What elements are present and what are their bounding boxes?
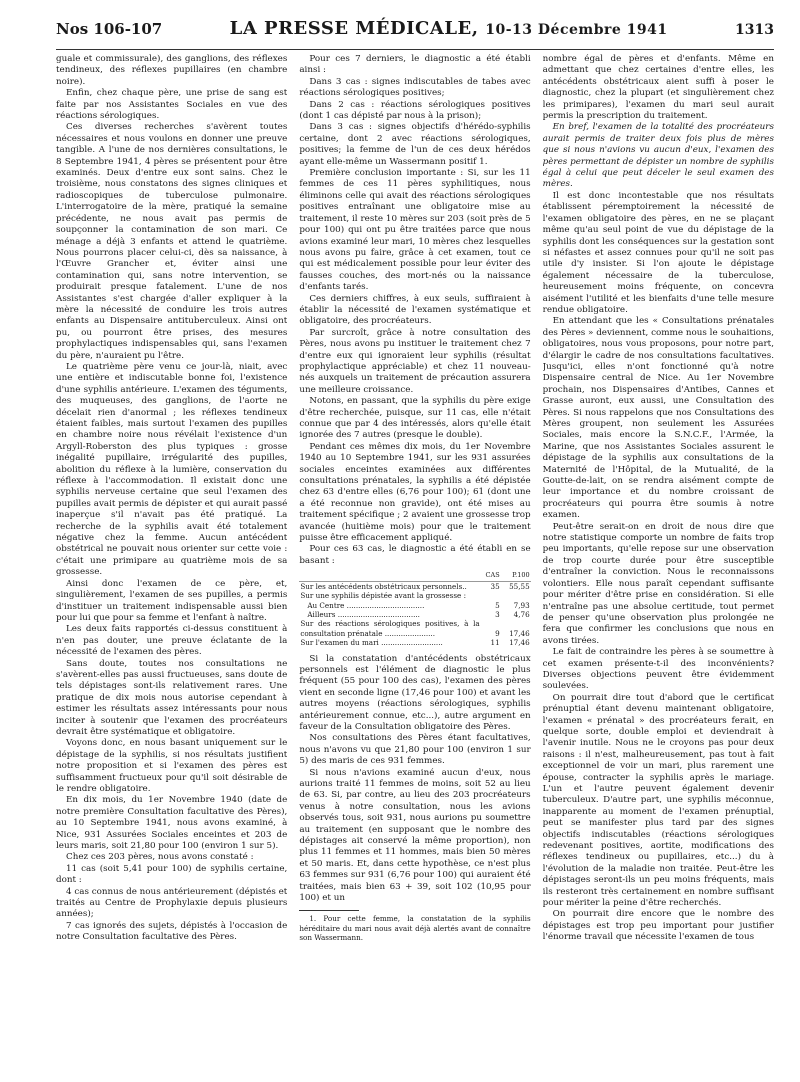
column-2 — [299, 54, 530, 1064]
paragraph: Peut-être serait-on en droit de nous dire que notre statistique comporte un nombre de faits trop peu importants, qu'elle repose sur une observation de trop courte durée pour être susceptible d'entraîner la conviction. Nous le reconnaissons volontiers. Elle nous paraît cependant suffisante pour mériter d'être prise en considération. Si elle n'entraîne pas une absolue certitude, tout permet de penser qu'une observation plus prolongée ne fera que confirmer les conclusions que nous en avons tirées. — [542, 521, 774, 646]
paragraph: Sans doute, toutes nos consultations ne s'avèrent-elles pas aussi fructueuses, sans doute de tels dépistages sont-ils relativement rares. Une pratique de dix mois nous autorise cependant à estimer les résultats assez intéressants pour nous inciter à soutenir que l'examen des procréateurs devrait être systématique et obligatoire. — [56, 658, 288, 737]
table-cell-pct — [501, 591, 531, 600]
diagnosis-table — [299, 571, 530, 647]
paragraph: On pourrait dire encore que le nombre des dépistages est trop peu important pour justifier l'énorme travail que nécessite l'examen de tous — [542, 909, 774, 943]
table-cell-pct: 4,76 — [513, 609, 530, 619]
table-cell-pct: 55,55 — [509, 581, 530, 591]
table-cell-label: Sur des réactions sérologiques positives, à la consultation prénatale ...................... — [300, 619, 480, 638]
page-number: 1313 — [735, 22, 774, 38]
footnote: 1. Pour cette femme, la constatation de la syphilis héréditaire du mari nous avait déjà alertés avant de connaître son Wassermann. — [299, 914, 531, 942]
paragraph: Ces diverses recherches s'avèrent toutes nécessaires et nous voulons en donner une preuve tangible. A l'une de nos dernières consultations, le 8 Septembre 1941, 4 pères se présentent pour être examinés. Deux d'entre eux sont sains. Chez le troisième, nous constatons des signes cliniques et radioscopiques de tuberculose pulmonaire. L'interrogatoire de la mère, pratiqué la semaine précédente, ne nous avait pas permis de soupçonner la contamination de son mari. Ce ménage a déjà 3 enfants et attend le quatrième. Nous pourrons placer celui-ci, dès sa naissance, à l'Œuvre Grancher et, éviter ainsi une contamination qui, sans notre intervention, se produirait presque fatalement. L'une de nos Assistantes s'est chargée d'aller expliquer à la mère la nécessité de conduire les trois autres enfants au Dispensaire antituberculeux. Ainsi ont pu, ou pourront être prises, des mesures prophylactiques indispensables qui, sans l'examen du père, n'auraient pu l'être. — [56, 122, 288, 361]
paragraph: Il est donc incontestable que nos résultats établissent péremptoirement la nécessité de l'examen obligatoire des pères, en ne se plaçant même qu'au seul point de vue du dépistage de la syphilis dont les conséquences sur la gestation sont si néfastes et assez connues pour qu'il ne soit pas utile d'y insister. Si l'on ajoute le dépistage également nécessaire de la tuberculose, heureusement moins fréquente, on concevra aisément l'utilité et les bienfaits d'une telle mesure rendue obligatoire. — [542, 190, 774, 315]
issue-numbers: Nos 106-107 — [56, 20, 163, 38]
paragraph: 7 cas ignorés des sujets, dépistés à l'occasion de notre Consultation facultative des Pères. — [56, 920, 288, 943]
table-cell-cas: 9 — [495, 628, 500, 638]
paragraph: guale et commissurale), des ganglions, des réflexes tendineux, des réflexes pupillaires (en chambre noire). — [56, 54, 288, 87]
table-row — [299, 619, 530, 638]
table-cell-label: Sur les antécédents obstétricaux personnels.. — [300, 581, 467, 591]
paragraph: Notons, en passant, que la syphilis du père exige d'être recherchée, puisque, sur 11 cas, elle n'était connue que par 4 des intéressés, alors qu'elle était ignorée des 7 autres (presque le double). — [299, 396, 531, 441]
table-cell-pct: 17,46 — [509, 628, 530, 638]
paragraph: nombre égal de pères et d'enfants. Même en admettant que chez certaines d'entre elles, les antécédents obstétricaux aient suffi à poser le diagnostic, chez la plupart (et singulièrement chez les primipares), l'examen du mari seul aurait permis la prescription du traitement. — [542, 54, 774, 122]
table-cell-cas: 11 — [490, 638, 500, 648]
paragraph: Si la constatation d'antécédents obstétricaux personnels est l'élément de diagnostic le plus fréquent (55 pour 100 des cas), l'examen des pères vient en seconde ligne (17,46 pour 100) et avant les autres moyens (réactions sérologiques, syphilis antérieurement connue, etc...), autre argument en faveur de la Consultation obligatoire des Pères. — [299, 653, 531, 732]
paragraph: 4 cas connus de nous antérieurement (dépistés et traités au Centre de Prophylaxie depuis plusieurs années); — [56, 886, 288, 920]
table-row — [299, 638, 530, 647]
paragraph: En dix mois, du 1er Novembre 1940 (date de notre première Consultation facultative des Pères), au 10 Septembre 1941, nous avons examiné, à Nice, 931 Assurées Sociales enceintes et 203 de leurs maris, soit 21,80 pour 100 (environ 1 sur 5). — [56, 795, 288, 852]
article-columns — [56, 54, 774, 1064]
journal-title-line — [230, 18, 668, 39]
table-header-blank — [299, 571, 480, 581]
table-cell-label: Sur l'examen du mari ........................... — [300, 638, 443, 648]
table-header-pct: P.100 — [501, 571, 531, 581]
paragraph: Pour ces 63 cas, le diagnostic a été établi en se basant : — [299, 544, 531, 566]
table-cell-pct: 7,93 — [513, 600, 530, 610]
table-header-cas: CAS — [481, 571, 501, 581]
paragraph: Pendant ces mêmes dix mois, du 1er Novembre 1940 au 10 Septembre 1941, sur les 931 assurées sociales enceintes examinées aux différentes consultations prénatales, la syphilis a été dépistée chez 63 d'entre elles (6,76 pour 100); 61 (dont une a été reconnue non gravide), ont été mises au traitement spécifique ; 2 avaient une grossesse trop avancée (huitième mois) pour que le traitement puisse être efficacement appliqué. — [299, 441, 531, 544]
table-cell-cas — [481, 591, 501, 600]
paragraph: Si nous n'avions examiné aucun d'eux, nous aurions traité 11 femmes de moins, soit 52 au lieu de 63. Si, par contre, au lieu des 203 procréateurs venus à notre consultation, nous les avions observés tous, soit 931, nous aurions pu soumettre au traitement (en supposant que le nombre des dépistages ait conservé la même proportion), non plus 11 femmes et 11 hommes, mais bien 50 mères et 50 maris. Et, dans cette hypothèse, ce n'est plus 63 femmes sur 931 (6,76 pour 100) qui auraient été traitées, mais bien 63 + 39, soit 102 (10,95 pour 100) et un — [299, 767, 531, 904]
table-cell-label: Au Centre .................................. — [307, 600, 425, 610]
issue-date: 10-13 Décembre 1941 — [485, 22, 668, 38]
paragraph: Première conclusion importante : Si, sur les 11 femmes de ces 11 pères syphilitiques, nous éliminons celle qui avait des réactions sérologiques positives entraînant une obligatoire mise au traitement, il reste 10 mères sur 203 (soit près de 5 pour 100) qui ont pu être traitées parce que nous avions examiné leur mari, 10 mères chez lesquelles nous avons pu faire, grâce à cet examen, tout ce qui est médicalement possible pour leur éviter des fausses couches, des mort-nés ou la naissance d'enfants tarés. — [299, 168, 531, 293]
paragraph: Enfin, chez chaque père, une prise de sang est faite par nos Assistantes Sociales en vue des réactions sérologiques. — [56, 88, 288, 122]
paragraph: Voyons donc, en nous basant uniquement sur le dépistage de la syphilis, si nos résultats justifient notre proposition et si l'examen des pères est suffisamment fructueux pour qu'il soit désirable de le rendre obligatoire. — [56, 738, 288, 794]
paragraph: En attendant que les « Consultations prénatales des Pères » deviennent, comme nous le souhaitions, obligatoires, nous vous proposons, pour notre part, d'élargir le cadre de nos consultations facultatives. Jusqu'ici, elles n'ont fonctionné qu'à notre Dispensaire central de Nice. Au 1er Novembre prochain, nos Dispensaires d'Antibes, Cannes et Grasse auront, eux aussi, une Consultation des Pères. Si nous rappelons que nos Consultations des Mères groupent, non seulement les Assurées Sociales, mais encore la S.N.C.F., l'Armée, la Marine, que nos Assistantes Sociales assurent le dépistage de la syphilis aux consultations de la Maternité de l'Hôpital, de la Mutualité, de la Goutte-de-lait, on se rendra aisément compte de leur importance et du nombre croissant de procréateurs qui pourra être soumis à notre examen. — [542, 316, 774, 521]
paragraph: Dans 2 cas : réactions sérologiques positives (dont 1 cas dépisté par nous à la prison); — [299, 99, 531, 122]
column-3 — [543, 54, 774, 1064]
footnote-rule — [299, 910, 359, 911]
table-cell-label: Ailleurs .................................... — [307, 609, 420, 619]
table-cell-cas: 5 — [495, 600, 500, 610]
table-cell-cas: 35 — [490, 581, 500, 591]
paragraph: On pourrait dire tout d'abord que le certificat prénuptial étant devenu maintenant obligatoire, l'examen « prénatal » des procréateurs ferait, en quelque sorte, double emploi et deviendrait à l'avenir inutile. Nous ne le croyons pas pour deux raisons : il n'est, malheureusement, pas tout à fait exceptionnel de voir un mari, plus rarement une épouse, contracter la syphilis après le mariage. L'un et l'autre peuvent également devenir tuberculeux. D'autre part, une syphilis méconnue, inapparente au moment de l'examen prénuptial, peut se manifester plus tard par des signes objectifs indiscutables (réactions sérologiques redevenant positives, aortite, modifications des réflexes tendineux ou pupillaires, etc...) du à l'évolution de la maladie non traitée. Peut-être les dépistages seront-ils un peu moins fréquents, mais ils resteront très certainement en nombre suffisant pour mériter la peine d'être recherchés. — [542, 692, 774, 909]
table-row — [299, 610, 530, 619]
paragraph: Le fait de contraindre les pères à se soumettre à cet examen présente-t-il des inconvénients? Diverses objections peuvent être évidemment soulevées. — [542, 647, 774, 692]
table-header-row — [299, 571, 530, 581]
table-row — [299, 591, 530, 600]
paragraph: Dans 3 cas : signes indiscutables de tabes avec réactions sérologiques positives; — [299, 76, 531, 99]
paragraph: Pour ces 7 derniers, le diagnostic a été établi ainsi : — [299, 54, 531, 76]
paragraph: En bref, l'examen de la totalité des procréateurs aurait permis de traiter deux fois plus de mères que si nous n'avions vu aucun d'eux, l'examen des pères permettant de dépister un nombre de syphilis égal à celui que peut déceler le seul examen des mères. — [542, 122, 774, 190]
paragraph: Ainsi donc l'examen de ce père, et, singulièrement, l'examen de ses pupilles, a permis d'instituer un traitement indispensable aussi bien pour lui que pour sa femme et l'enfant à naître. — [56, 578, 288, 623]
table-cell-label: Sur une syphilis dépistée avant la grossesse : — [300, 591, 467, 601]
table-cell-cas: 3 — [495, 609, 500, 619]
table-row — [299, 601, 530, 610]
table-row — [299, 581, 530, 591]
table-cell-pct: 17,46 — [509, 638, 530, 648]
journal-title: LA PRESSE MÉDICALE, — [229, 18, 479, 39]
paragraph: Les deux faits rapportés ci-dessus constituent à n'en pas douter, une preuve éclatante de la nécessité de l'examen des pères. — [56, 624, 288, 658]
paragraph: Par surcroît, grâce à notre consultation des Pères, nous avons pu instituer le traitement chez 7 d'entre eux qui ignoraient leur syphilis (résultat prophylactique appréciable) et chez 11 nouveau-nés auxquels un traitement de précaution assurera une meilleure croissance. — [299, 327, 531, 395]
paragraph: Dans 3 cas : signes objectifs d'hérédo-syphilis certaine, dont 2 avec réactions sérologiques, positives; la femme de l'un de ces deux hérédos ayant elle-même un Wassermann positif 1. — [299, 122, 531, 167]
paragraph: Ces derniers chiffres, à eux seuls, suffiraient à établir la nécessité de l'examen systématique et obligatoire, des procréateurs. — [299, 293, 531, 327]
paragraph: Le quatrième père venu ce jour-là, niait, avec une entière et indiscutable bonne foi, l'existence d'une syphilis antérieure. L'examen des téguments, des muqueuses, des ganglions, de l'aorte ne décelait rien d'anormal ; les réflexes tendineux étaient faibles, mais surtout l'examen des pupilles en chambre noire nous révélait l'existence d'un Argyll-Roberston des plus typiques : grosse inégalité pupillaire, irrégularité des pupilles, abolition du réflexe à la lumière, conservation du réflexe à l'accommodation. Il existait donc une syphilis nerveuse certaine que seul l'examen des pupilles avait permis de dépister et qui aurait passé inaperçue s'il n'avait pas été pratiqué. La recherche de la syphilis avait été totalement négative chez la femme. Aucun antécédent obstétrical ne pouvait nous orienter sur cette voie : c'était une primipare au quatrième mois de sa grossesse. — [56, 361, 288, 578]
paragraph: Chez ces 203 pères, nous avons constaté : — [66, 852, 254, 863]
column-1 — [56, 54, 287, 1064]
paragraph: Nos consultations des Pères étant facultatives, nous n'avons vu que 21,80 pour 100 (environ 1 sur 5) des maris de ces 931 femmes. — [299, 733, 531, 767]
paragraph: 11 cas (soit 5,41 pour 100) de syphilis certaine, dont : — [56, 863, 288, 886]
page-header — [56, 18, 774, 50]
